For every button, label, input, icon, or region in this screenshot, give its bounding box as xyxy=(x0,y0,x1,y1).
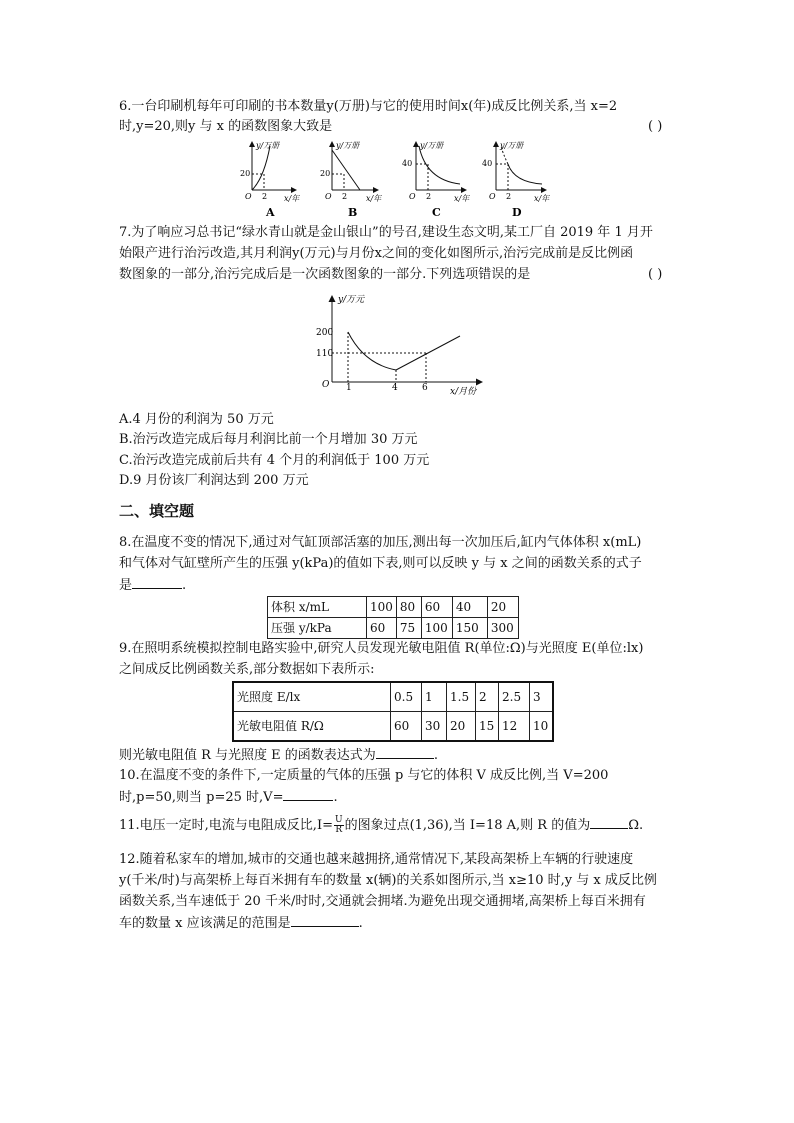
q6-b-letter: B xyxy=(348,206,358,219)
q6-graph-a xyxy=(240,141,300,219)
table-row xyxy=(233,682,553,712)
q9-line3 xyxy=(119,746,438,765)
table-cell: 15 xyxy=(476,712,499,742)
q6-a-origin: O xyxy=(245,192,252,201)
table-row xyxy=(233,712,553,742)
q9-line3-text: 则光敏电阻值 R 与光照度 E 的函数表达式为 xyxy=(119,748,376,763)
q8-row1-label: 体积 x/mL xyxy=(268,597,367,618)
q12-line2: y(千米/时)与高架桥上每百米拥有车的数量 x(辆)的关系如图所示,当 x≥10 时,y 与 x 成反比例 xyxy=(119,873,657,888)
q6-c-curve xyxy=(419,146,460,184)
q6-b-line xyxy=(332,150,360,190)
q6-d-curve xyxy=(508,164,542,184)
q7-option-c: C.治污改造完成前后共有 4 个月的利润低于 100 万元 xyxy=(119,453,430,468)
table-cell: 60 xyxy=(367,618,397,639)
q8-row2-label: 压强 y/kPa xyxy=(268,618,367,639)
q9-table xyxy=(232,681,554,742)
q7-xtick-4: 4 xyxy=(392,383,398,393)
table-cell: 3 xyxy=(530,682,554,712)
q6-a-ytick: 20 xyxy=(240,169,251,178)
q6-line2: 时,y=20,则y 与 x 的函数图象大致是 xyxy=(119,119,333,134)
q9-row2-label: 光敏电阻值 R/Ω xyxy=(233,712,391,742)
q10-line1: 10.在温度不变的条件下,一定质量的气体的压强 p 与它的体积 V 成反比例,当 V=200 xyxy=(119,768,609,783)
table-row xyxy=(268,618,519,639)
q6-graph-c xyxy=(402,141,470,219)
q6-d-letter: D xyxy=(512,206,522,219)
q8-line3-end: . xyxy=(182,578,187,593)
q8-line3-text: 是 xyxy=(119,578,133,593)
table-cell: 40 xyxy=(452,597,487,618)
q11-prefix: 11.电压一定时,电流与电阻成反比,I= xyxy=(119,818,333,833)
q8-answer-blank[interactable] xyxy=(132,576,182,589)
q7-answer-paren: ( ) xyxy=(648,267,663,282)
q7-line1: 7.为了响应习总书记“绿水青山就是金山银山”的号召,建设生态文明,某工厂自 2019 年 1 月开 xyxy=(119,225,653,240)
q7-option-a: A.4 月份的利润为 50 万元 xyxy=(119,412,274,427)
q7-ylabel: y/万元 xyxy=(338,295,365,305)
q12-line4 xyxy=(119,914,363,933)
q6-c-xlabel: x/年 xyxy=(454,194,470,203)
q6-b-ylabel: y/万册 xyxy=(336,141,360,150)
q6-c-xtick: 2 xyxy=(426,192,432,201)
q7-xtick-6: 6 xyxy=(422,383,428,393)
q6-c-ylabel: y/万册 xyxy=(420,141,444,150)
q6-b-ytick: 20 xyxy=(320,169,331,178)
table-cell: 1.5 xyxy=(447,682,476,712)
q7-option-d: D.9 月份该厂利润达到 200 万元 xyxy=(119,473,309,488)
q10-line2-end: . xyxy=(333,790,338,805)
q7-line3: 数图象的一部分,治污完成后是一次函数图象的一部分.下列选项错误的是 xyxy=(119,267,531,282)
table-row xyxy=(268,597,519,618)
q6-b-origin: O xyxy=(325,192,332,201)
table-cell: 2 xyxy=(476,682,499,712)
q6-d-ytick: 40 xyxy=(482,159,493,168)
q11-line xyxy=(119,816,643,835)
q11-end: Ω. xyxy=(628,818,644,833)
q12-line1: 12.随着私家车的增加,城市的交通也越来越拥挤,通常情况下,某段高架桥上车辆的行驶速度 xyxy=(119,852,634,867)
q7-origin: O xyxy=(322,380,330,390)
q11-frac-num: U xyxy=(334,815,343,825)
q6-b-xlabel: x/年 xyxy=(366,194,382,203)
q6-a-curve xyxy=(252,146,270,190)
q11-fraction xyxy=(334,816,344,835)
q9-line1: 9.在照明系统模拟控制电路实验中,研究人员发现光敏电阻值 R(单位:Ω)与光照度 E(单位:lx) xyxy=(119,641,644,656)
q12-line4-end: . xyxy=(358,916,363,931)
table-cell: 10 xyxy=(530,712,554,742)
q6-answer-paren: ( ) xyxy=(648,119,663,134)
q9-row1-label: 光照度 E/lx xyxy=(233,682,391,712)
q7-ytick-110: 110 xyxy=(316,349,334,359)
q6-a-xtick: 2 xyxy=(262,192,268,201)
q12-line4-text: 车的数量 x 应该满足的范围是 xyxy=(119,916,291,931)
q6-d-ylabel: y/万册 xyxy=(500,141,524,150)
q7-line2: 始限产进行治污改造,其月利润y(万元)与月份x之间的变化如图所示,治污完成前是反比例函 xyxy=(119,246,634,261)
table-cell: 300 xyxy=(487,618,518,639)
q6-d-origin: O xyxy=(489,192,496,201)
table-cell: 20 xyxy=(487,597,518,618)
table-cell: 1 xyxy=(422,682,447,712)
q7-inverse-curve xyxy=(348,332,396,370)
section-heading-fill-blank: 二、填空题 xyxy=(119,502,195,520)
q11-suffix: 的图象过点(1,36),当 I=18 A,则 R 的值为 xyxy=(344,818,591,833)
q9-line2: 之间成反比例函数关系,部分数据如下表所示: xyxy=(119,662,375,677)
q6-b-xtick: 2 xyxy=(342,192,348,201)
q11-answer-blank[interactable] xyxy=(590,816,628,829)
table-cell: 0.5 xyxy=(391,682,422,712)
q9-answer-blank[interactable] xyxy=(376,746,434,759)
q10-line2-text: 时,p=50,则当 p=25 时,V= xyxy=(119,790,284,805)
table-cell: 60 xyxy=(391,712,422,742)
q8-line1: 8.在温度不变的情况下,通过对气缸顶部活塞的加压,测出每一次加压后,缸内气体体积 x(mL) xyxy=(119,535,642,550)
q7-ytick-200: 200 xyxy=(316,328,334,338)
q7-graph xyxy=(310,290,490,402)
q6-graphs xyxy=(220,138,560,220)
q11-frac-den: R xyxy=(335,825,343,835)
q6-a-xlabel: x/年 xyxy=(284,194,300,203)
table-cell: 150 xyxy=(452,618,487,639)
table-cell: 30 xyxy=(422,712,447,742)
q6-a-ylabel: y/万册 xyxy=(256,141,280,150)
q6-c-letter: C xyxy=(432,206,441,219)
q8-table xyxy=(267,596,519,639)
table-cell: 2.5 xyxy=(499,682,530,712)
q6-line1: 6.一台印刷机每年可印刷的书本数量y(万册)与它的使用时间x(年)成反比例关系,当 x=2 xyxy=(119,99,618,114)
q6-graph-b xyxy=(320,141,382,219)
table-cell: 75 xyxy=(396,618,421,639)
table-cell: 100 xyxy=(367,597,397,618)
q10-answer-blank[interactable] xyxy=(283,788,333,801)
q6-c-ytick: 40 xyxy=(402,159,413,168)
q8-line2: 和气体对气缸壁所产生的压强 y(kPa)的值如下表,则可以反映 y 与 x 之间的函数关系的式子 xyxy=(119,556,642,571)
q8-line3 xyxy=(119,576,186,595)
table-cell: 60 xyxy=(421,597,452,618)
q10-line2 xyxy=(119,788,338,807)
table-cell: 100 xyxy=(421,618,452,639)
table-cell: 12 xyxy=(499,712,530,742)
q7-xtick-1: 1 xyxy=(346,383,352,393)
q6-d-xtick: 2 xyxy=(506,192,512,201)
q6-graph-d xyxy=(482,141,550,219)
table-cell: 20 xyxy=(447,712,476,742)
q6-d-xlabel: x/年 xyxy=(534,194,550,203)
q6-c-origin: O xyxy=(409,192,416,201)
q9-line3-end: . xyxy=(433,748,438,763)
q12-answer-blank[interactable] xyxy=(291,914,359,927)
table-cell: 80 xyxy=(396,597,421,618)
q7-option-b: B.治污改造完成后每月利润比前一个月增加 30 万元 xyxy=(119,432,418,447)
q6-a-letter: A xyxy=(266,206,275,219)
q12-line3: 函数关系,当车速低于 20 千米/时时,交通就会拥堵.为避免出现交通拥堵,高架桥上每百米拥有 xyxy=(119,894,646,909)
q7-xlabel: x/月份 xyxy=(450,387,477,397)
